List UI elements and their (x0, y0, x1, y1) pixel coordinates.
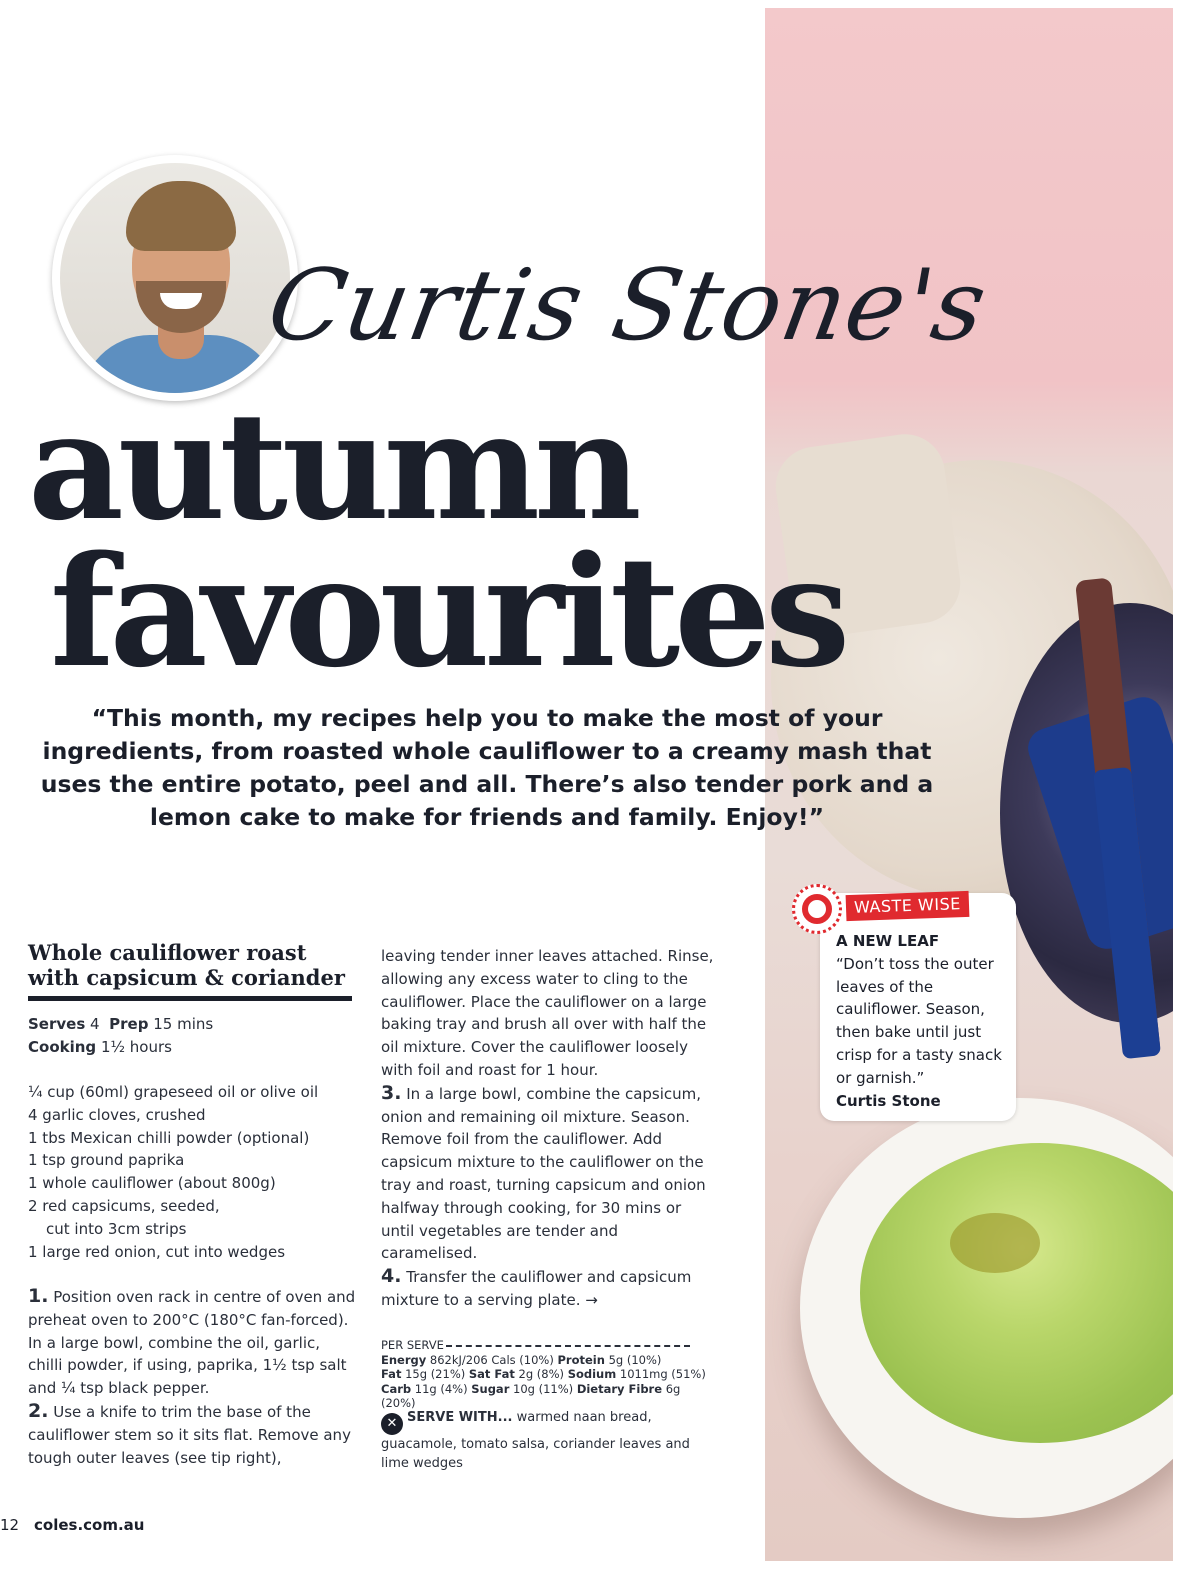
ingredient: 1 tsp ground paprika (28, 1151, 185, 1170)
prep-label: Prep (109, 1015, 149, 1033)
ingredient: 4 garlic cloves, crushed (28, 1105, 206, 1124)
nutrient-label: Sugar (471, 1381, 510, 1396)
serves-label: Serves (28, 1015, 86, 1033)
intro-quote: “This month, my recipes help you to make the most of your ingredients, from roasted whole cauliflower to a creamy mash that uses the entire potato, peel and all. There’s also tender pork and a lemon cake to make for friends and family. Enjoy!” (40, 704, 934, 831)
headline-line-1: autumn (28, 379, 636, 553)
nutrient-label: Dietary Fibre (576, 1381, 663, 1396)
serve-with (381, 1408, 711, 1473)
nutrient-value: 1011mg (51%) (619, 1367, 706, 1381)
ingredient: cut into 3cm strips (46, 1219, 187, 1238)
step-text: Transfer the cauliflower and capsicum mixture to a serving plate. → (381, 1268, 692, 1309)
step-number: 2. (28, 1399, 49, 1422)
ingredient: 1 whole cauliflower (about 800g) (28, 1174, 276, 1193)
tip-badge: WASTE WISE (846, 891, 970, 921)
method-step-4 (381, 1265, 716, 1312)
step-number: 4. (381, 1265, 402, 1288)
cooking-value: 1½ hours (100, 1037, 172, 1056)
step-text: Position oven rack in centre of oven and preheat oven to 200°C (180°C fan-forced). In a large bowl, combine the oil, garlic, chilli powder, if using, paprika, 1½ tsp salt and ¼ tsp black pepper. (28, 1288, 356, 1398)
nutrient-value: 6g (20%) (381, 1381, 681, 1410)
method-step-1 (28, 1285, 358, 1400)
script-title: Curtis Stone's (259, 249, 996, 363)
nutrient-value: 5g (10%) (608, 1352, 662, 1367)
prep-value: 15 mins (153, 1015, 214, 1033)
nutrient-value: 15g (21%) (405, 1367, 466, 1381)
dashed-rule (446, 1345, 690, 1347)
tip-author: Curtis Stone (836, 1091, 941, 1110)
nutrient-label: Protein (557, 1352, 605, 1367)
nutrient-value: 862kJ/206 Cals (10%) (429, 1352, 554, 1367)
olive-oil-drizzle (950, 1213, 1040, 1273)
tip-heading: A NEW LEAF (836, 932, 940, 950)
method-column-1 (28, 1285, 358, 1469)
tip-content (836, 930, 1006, 1112)
serves-value: 4 (90, 1015, 100, 1033)
nutrient-label: Carb (381, 1381, 412, 1396)
cutlery-icon: ✕ (381, 1413, 403, 1435)
serve-with-label: SERVE WITH... (407, 1410, 513, 1425)
nutrition-heading: PER SERVE (381, 1338, 444, 1352)
ingredient: 1 tbs Mexican chilli powder (optional) (28, 1128, 310, 1147)
ingredient: 2 red capsicums, seeded, (28, 1196, 220, 1215)
method-step-2 (28, 1400, 358, 1469)
method-step-3 (381, 1082, 716, 1265)
nutrition-panel (381, 1338, 711, 1411)
step-text: Use a knife to trim the base of the cauliflower stem so it sits flat. Remove any tough outer leaves (see tip right), (28, 1402, 351, 1467)
serve-with-text: warmed naan bread, guacamole, tomato salsa, coriander leaves and lime wedges (381, 1410, 690, 1471)
nutrient-value: 2g (8%) (518, 1367, 565, 1381)
nutrient-value: 10g (11%) (513, 1381, 574, 1396)
step-number: 1. (28, 1285, 49, 1307)
nutrient-value: 11g (4%) (414, 1381, 468, 1396)
tip-text: “Don’t toss the outer leaves of the cauliflower. Season, then bake until just crisp for a tasty snack or garnish.” (836, 954, 1002, 1087)
title-rule (28, 996, 352, 1001)
ingredient-list (28, 1081, 358, 1263)
headline-line-2: favourites (50, 522, 845, 701)
ingredient: ¼ cup (60ml) grapeseed oil or olive oil (28, 1083, 319, 1101)
lifebuoy-icon (792, 884, 842, 934)
nutrient-label: Fat (381, 1367, 402, 1381)
ingredient: 1 large red onion, cut into wedges (28, 1242, 286, 1261)
site-url[interactable]: coles.com.au (34, 1516, 145, 1534)
nutrient-label: Sat Fat (468, 1367, 515, 1381)
nutrient-label: Energy (381, 1352, 427, 1367)
method-step-2-continued: leaving tender inner leaves attached. Rinse, allowing any excess water to cling to the cauliflower. Place the cauliflower on a large baking tray and brush all over with half the oil mixture. Cover the cauliflower loosely with foil and roast for 1 hour. (381, 947, 714, 1079)
nutrient-label: Sodium (567, 1367, 617, 1381)
method-column-2 (381, 945, 716, 1312)
recipe-meta (28, 1013, 358, 1059)
cooking-label: Cooking (28, 1037, 97, 1056)
step-text: In a large bowl, combine the capsicum, onion and remaining oil mixture. Season. Remove foil from the cauliflower. Add capsicum mixture to the cauliflower on the tray and roast, turning capsicum and onion halfway through cooking, for 30 mins or until vegetables are tender and caramelised. (381, 1084, 706, 1263)
step-number: 3. (381, 1081, 402, 1104)
page-number: 12 (0, 1516, 20, 1534)
recipe-title: Whole cauliflower roast with capsicum & coriander (28, 940, 345, 990)
